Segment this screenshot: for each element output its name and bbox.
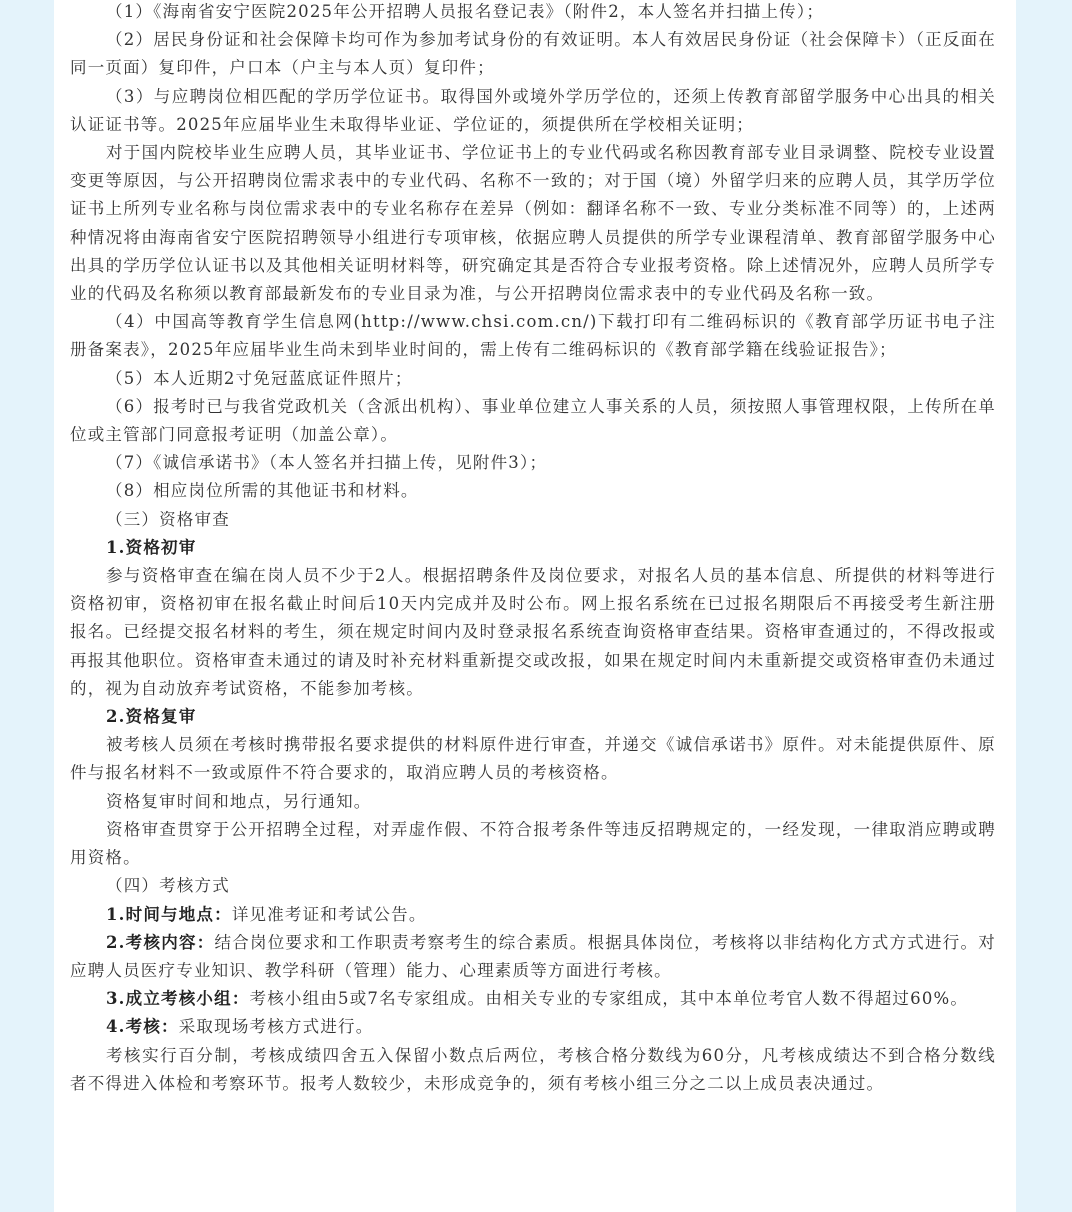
paragraph: （6）报考时已与我省党政机关（含派出机构）、事业单位建立人事关系的人员，须按照人事管理权限，上传所在单位或主管部门同意报考证明（加盖公章）。: [70, 396, 996, 445]
paragraph: 2.考核内容：结合岗位要求和工作职责考察考生的综合素质。根据具体岗位，考核将以非结构化方式方式进行。对应聘人员医疗专业知识、教学科研（管理）能力、心理素质等方面进行考核。: [70, 932, 996, 980]
paragraph: （5）本人近期2寸免冠蓝底证件照片；: [106, 368, 413, 388]
paragraph: （1）《海南省安宁医院2025年公开招聘人员报名登记表》（附件2，本人签名并扫描上传）；: [106, 2, 825, 21]
paragraph: 对于国内院校毕业生应聘人员，其毕业证书、学位证书上的专业代码或名称因教育部专业目录调整、院校专业设置变更等原因，与公开招聘岗位需求表中的专业代码、名称不一致的；对于国（境）外留学归来的应聘人员，其学历学位证书上所列专业名称与岗位需求表中的专业名称存在差异（例如：翻译名称不一致、专业分类标准不同等）的，上述两种情况将由海南省安宁医院招聘领导小组进行专项审核，依据应聘人员提供的所学专业课程清单、教育部留学服务中心出具的学历学位认证书以及其他相关证明材料等，研究确定其是否符合专业报考资格。除上述情况外，应聘人员所学专业的代码及名称须以教育部最新发布的专业目录为准，与公开招聘岗位需求表中的专业代码及名称一致。: [70, 143, 996, 304]
paragraph: （3）与应聘岗位相匹配的学历学位证书。取得国外或境外学历学位的，还须上传教育部留学服务中心出具的相关认证证书等。2025年应届毕业生未取得毕业证、学位证的，须提供所在学校相关证明；: [70, 86, 996, 134]
subsection-heading: 1.资格初审: [106, 537, 197, 557]
paragraph: 参与资格审查在编在岗人员不少于2人。根据招聘条件及岗位要求，对报名人员的基本信息、所提供的材料等进行资格初审，资格初审在报名截止时间后10天内完成并及时公布。网上报名系统在已过报名期限后不再接受考生新注册报名。已经提交报名材料的考生，须在规定时间内及时登录报名系统查询资格审查结果。资格审查通过的，不得改报或再报其他职位。资格审查未通过的请及时补充材料重新提交或改报，如果在规定时间内未重新提交或资格审查仍未通过的，视为自动放弃考试资格，不能参加考核。: [70, 566, 996, 698]
paragraph: （2）居民身份证和社会保障卡均可作为参加考试身份的有效证明。本人有效居民身份证（社会保障卡）（正反面在同一页面）复印件，户口本（户主与本人页）复印件；: [70, 30, 996, 78]
section-heading: （四）考核方式: [106, 876, 230, 896]
paragraph: 被考核人员须在考核时携带报名要求提供的材料原件进行审查，并递交《诚信承诺书》原件。对未能提供原件、原件与报名材料不一致或原件不符合要求的，取消应聘人员的考核资格。: [70, 735, 996, 783]
paragraph: （8）相应岗位所需的其他证书和材料。: [106, 481, 419, 501]
document-body: [54, 0, 996, 1098]
paragraph: 资格审查贯穿于公开招聘全过程，对弄虚作假、不符合报考条件等违反招聘规定的，一经发现，一律取消应聘或聘用资格。: [70, 819, 996, 868]
paragraph: （4）中国高等教育学生信息网(http://www.chsi.com.cn/)下载打印有二维码标识的《教育部学历证书电子注册备案表》，2025年应届毕业生尚未到毕业时间的，需上传有二维码标识的《教育部学籍在线验证报告》；: [70, 312, 996, 360]
paragraph: 资格复审时间和地点，另行通知。: [106, 791, 372, 811]
document-page: [54, 0, 1016, 1212]
paragraph: 1.时间与地点：详见准考证和考试公告。: [106, 904, 427, 924]
paragraph: 4.考核：采取现场考核方式进行。: [106, 1017, 374, 1037]
paragraph: 考核实行百分制，考核成绩四舍五入保留小数点后两位，考核合格分数线为60分，凡考核成绩达不到合格分数线者不得进入体检和考察环节。报考人数较少，未形成竞争的，须有考核小组三分之二以上成员表决通过。: [70, 1045, 996, 1093]
paragraph: （7）《诚信承诺书》（本人签名并扫描上传，见附件3）；: [106, 453, 548, 473]
section-heading: （三）资格审查: [106, 509, 230, 529]
subsection-heading: 2.资格复审: [106, 707, 197, 727]
paragraph: 3.成立考核小组：考核小组由5或7名专家组成。由相关专业的专家组成，其中本单位考官人数不得超过60%。: [106, 989, 969, 1009]
